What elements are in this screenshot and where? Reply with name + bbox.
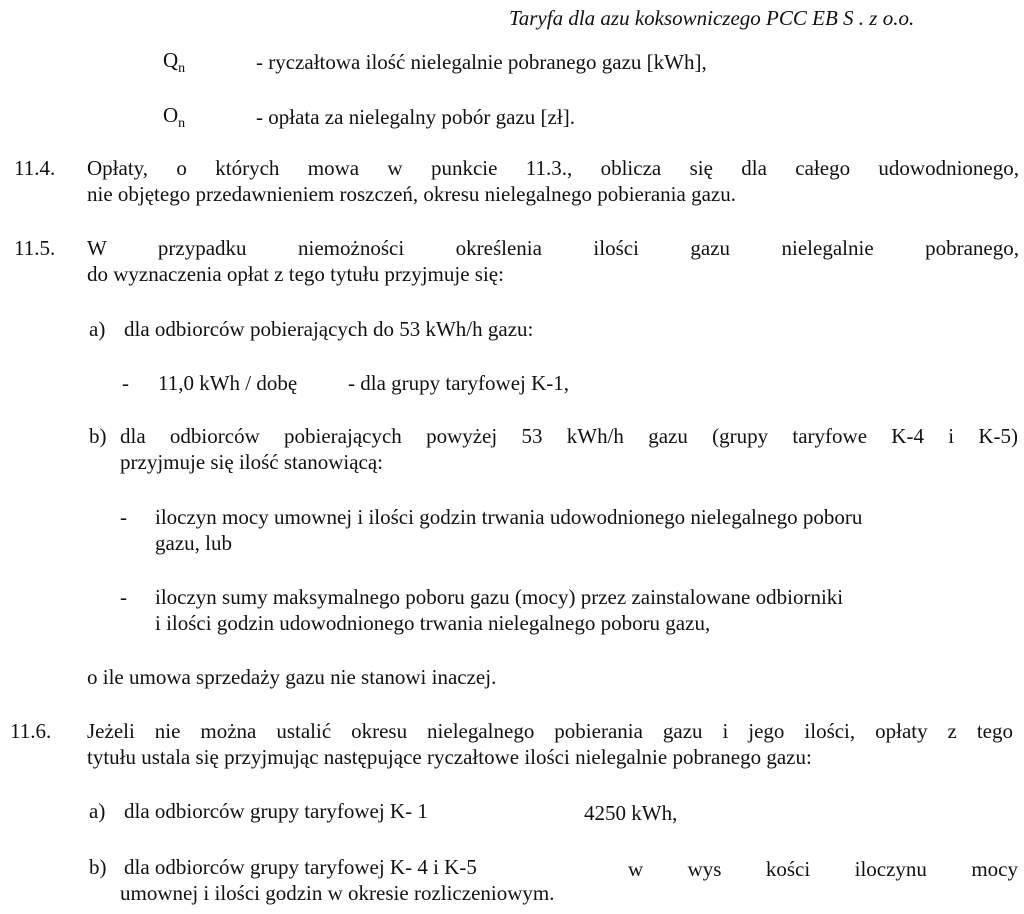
item-6a-text: dla odbiorców grupy taryfowej K- 1 (124, 799, 428, 823)
section-11-4-line-1: Opłaty, o których mowa w punkcie 11.3., oblicza się dla całego udowodnionego, (87, 156, 1019, 180)
section-11-5-line-2: do wyznaczenia opłat z tego tytułu przyjmuje się: (87, 262, 504, 286)
item-a-text: dla odbiorców pobierających do 53 kWh/h gazu: (124, 317, 534, 341)
page-header: Taryfa dla azu koksowniczego PCC EB S . z o.o. (509, 6, 915, 30)
section-11-4-line-2: nie objętego przedawnieniem roszczeń, okresu nielegalnego pobierania gazu. (87, 182, 736, 206)
section-number-11-6: 11.6. (10, 719, 52, 743)
definition-text-o: - opłata za nielegalny pobór gazu [zł]. (256, 105, 575, 129)
item-b-line-1: dla odbiorców pobierających powyżej 53 kWh/h gazu (grupy taryfowe K-4 i K-5) (120, 424, 1018, 448)
definition-symbol-q: $Q_n$ (163, 48, 186, 77)
item-a-dash: - (122, 371, 129, 395)
section-number-11-4: 11.4. (14, 156, 56, 180)
item-6b-text: dla odbiorców grupy taryfowej K- 4 i K-5 (124, 855, 477, 879)
item-6b-line-2: umownej i ilości godzin w okresie rozliczeniowym. (120, 881, 555, 905)
bullet-1-dash: - (120, 505, 127, 529)
closing-text: o ile umowa sprzedaży gazu nie stanowi inaczej. (87, 665, 497, 689)
item-a-value: 11,0 kWh / dobę (158, 371, 298, 395)
definition-text-q: - ryczałtowa ilość nielegalnie pobranego gazu [kWh], (256, 50, 707, 74)
section-11-6-line-1: Jeżeli nie można ustalić okresu nielegalnego pobierania gazu i jego ilości, opłaty z tego (87, 719, 1013, 743)
item-b-line-2: przyjmuje się ilość stanowiącą: (120, 450, 384, 474)
section-11-6-line-2: tytułu ustala się przyjmując następujące ryczałtowe ilości nielegalnie pobranego gazu: (87, 745, 812, 769)
item-a-group: - dla grupy taryfowej K-1, (348, 371, 570, 395)
definition-symbol-o: $O_n$ (163, 103, 186, 132)
item-6b-label: b) (89, 855, 107, 879)
item-b-label: b) (89, 424, 107, 448)
bullet-1-line-2: gazu, lub (155, 531, 232, 555)
section-11-5-line-1: W przypadku niemożności określenia ilości gazu nielegalnie pobranego, (87, 236, 1019, 260)
item-a-label: a) (89, 317, 106, 341)
bullet-1-line-1: iloczyn mocy umownej i ilości godzin trwania udowodnionego nielegalnego poboru (155, 505, 863, 529)
item-6b-value: w wys kości iloczynu mocy (628, 857, 1018, 881)
item-6a-value: 4250 kWh, (584, 801, 678, 825)
bullet-2-line-2: i ilości godzin udowodnionego trwania nielegalnego poboru gazu, (155, 611, 711, 635)
section-number-11-5: 11.5. (14, 236, 56, 260)
item-6a-label: a) (89, 799, 106, 823)
bullet-2-dash: - (120, 585, 127, 609)
bullet-2-line-1: iloczyn sumy maksymalnego poboru gazu (mocy) przez zainstalowane odbiorniki (155, 585, 844, 609)
